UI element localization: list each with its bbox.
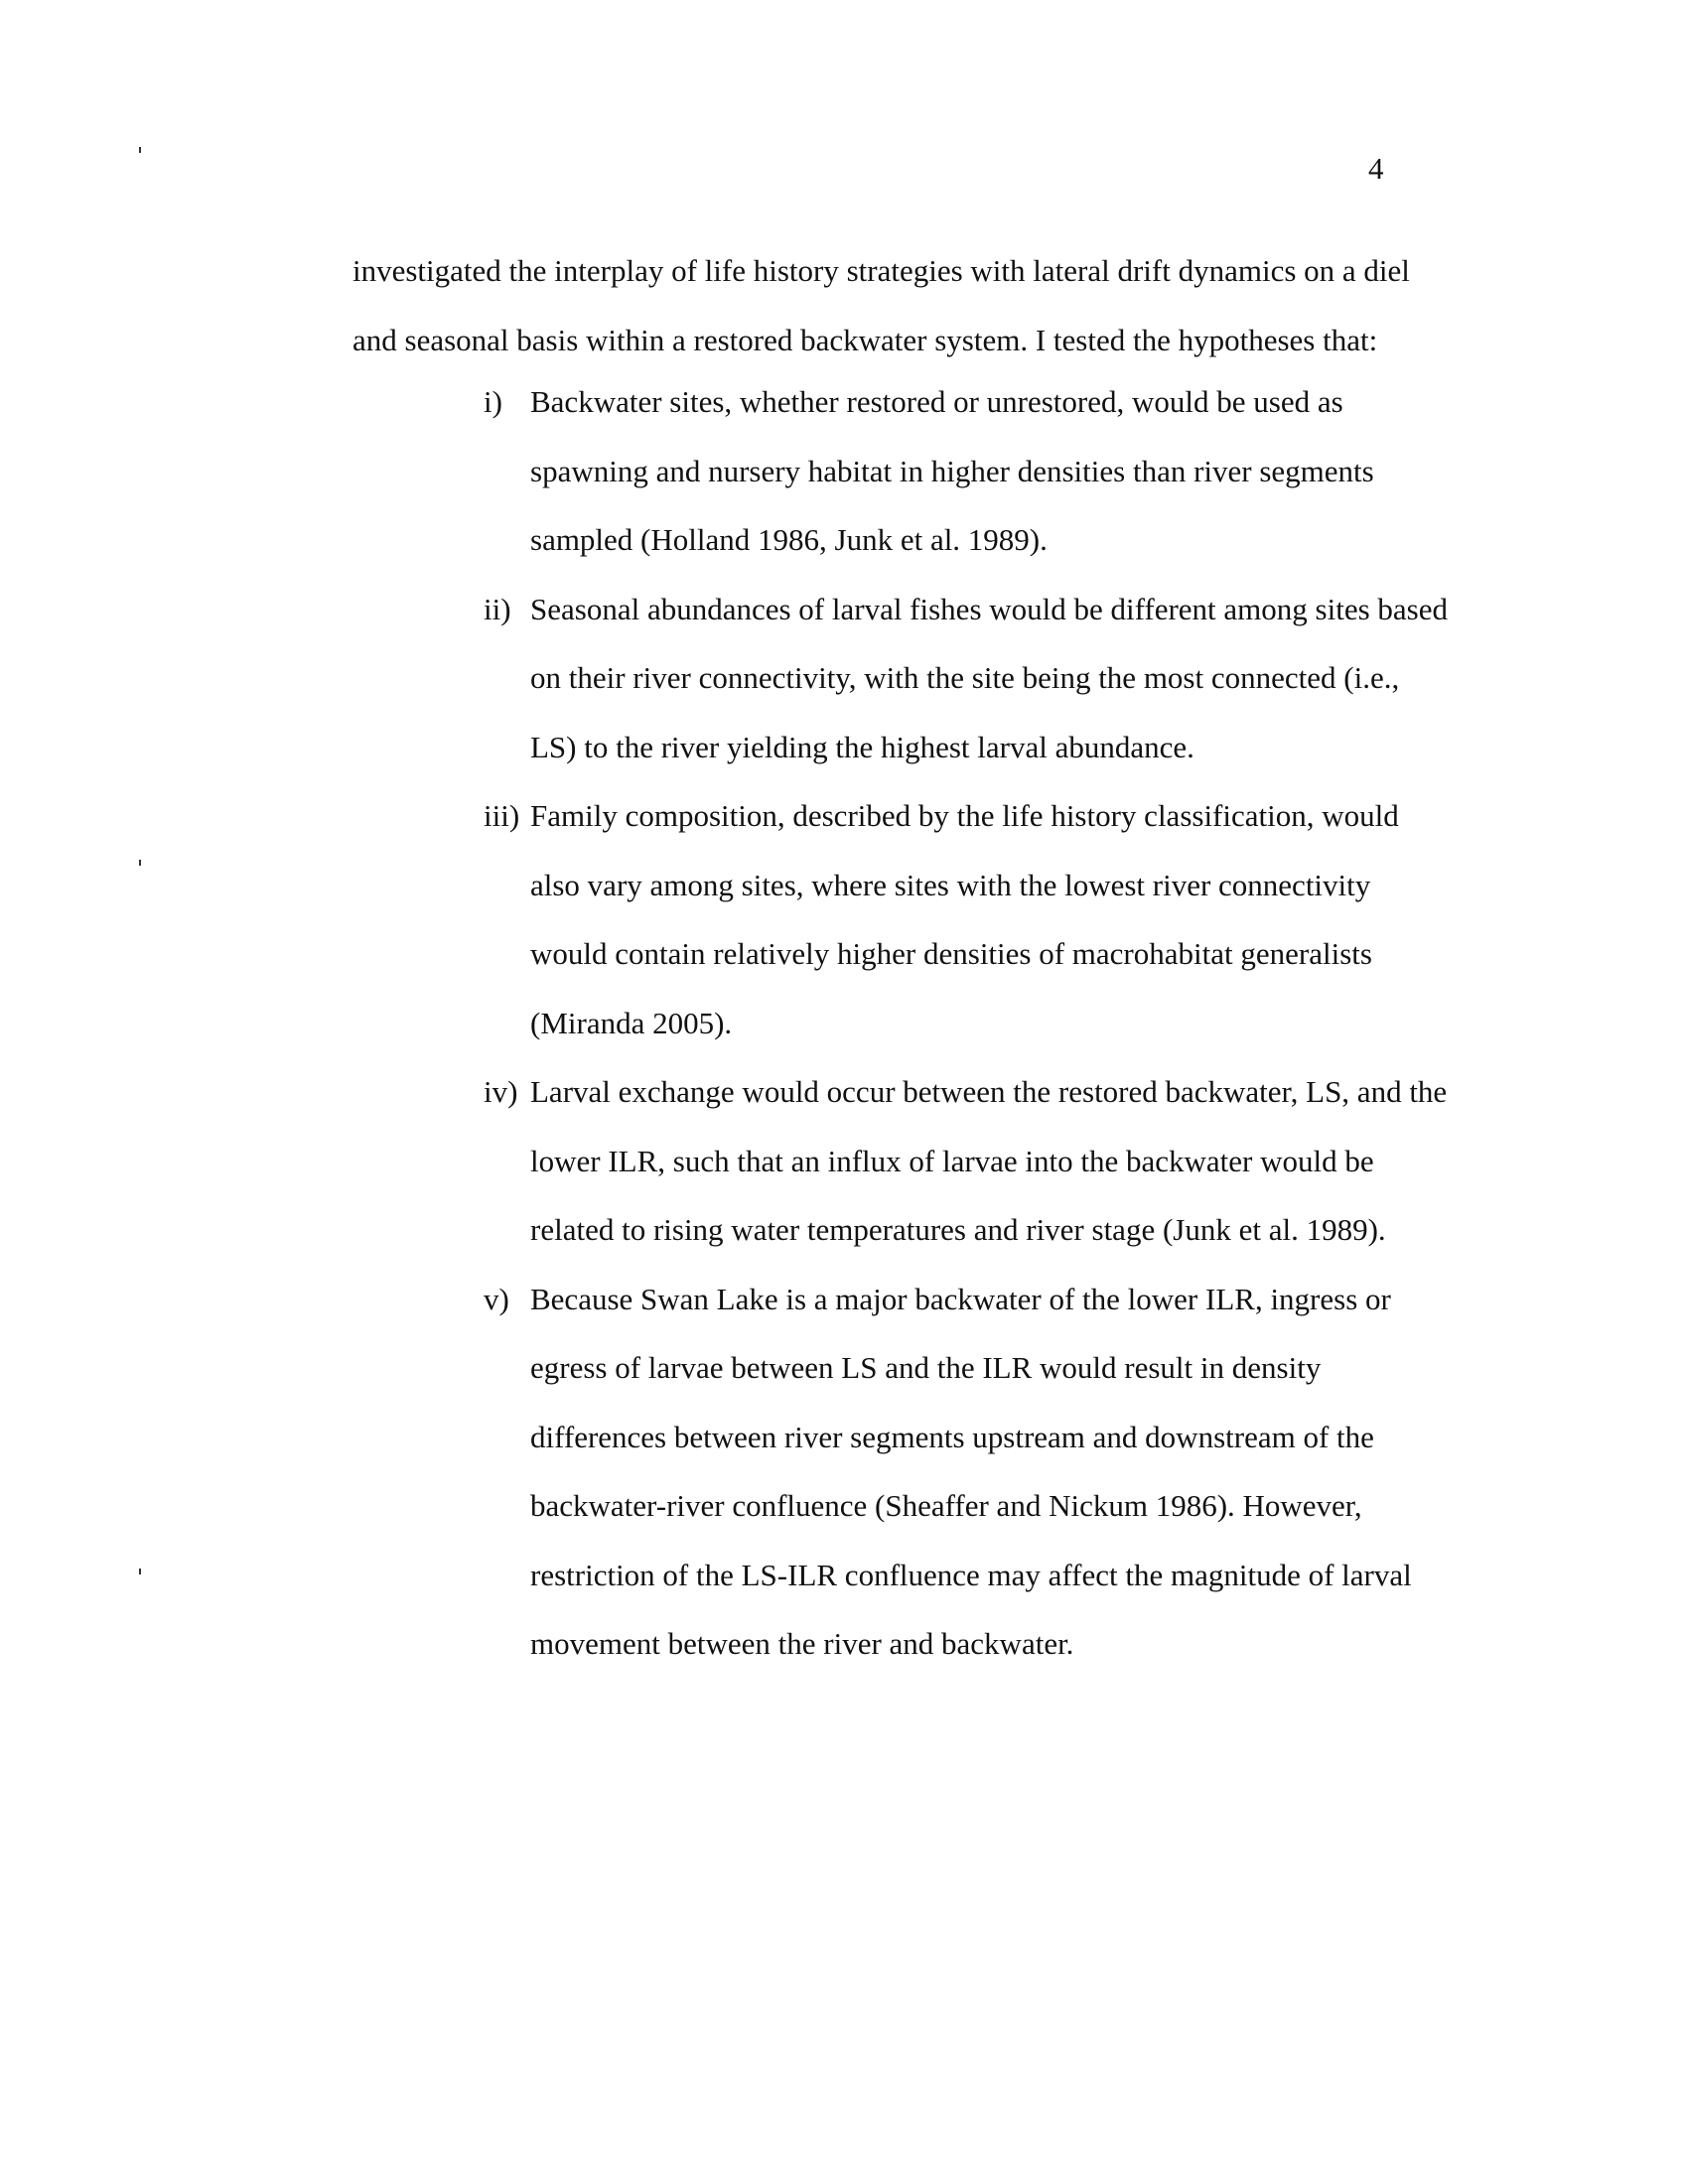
hypothesis-line: differences between river segments upstream and downstream of the [530, 1419, 1374, 1454]
hypothesis-number: iv) [484, 1074, 518, 1109]
hypothesis-line: Because Swan Lake is a major backwater of the lower ILR, ingress or [530, 1281, 1391, 1316]
hypothesis-line: Backwater sites, whether restored or unrestored, would be used as [530, 384, 1343, 419]
hypothesis-line: lower ILR, such that an influx of larvae into the backwater would be [530, 1143, 1374, 1178]
hypothesis-number: iii) [484, 798, 520, 833]
hypothesis-item [484, 575, 1447, 782]
hypothesis-item [484, 1265, 1447, 1679]
hypothesis-line: Family composition, described by the life history classification, would [530, 798, 1399, 833]
hypothesis-line: would contain relatively higher densities of macrohabitat generalists [530, 936, 1372, 971]
hypothesis-line: (Miranda 2005). [530, 1005, 733, 1040]
hypothesis-line: backwater-river confluence (Sheaffer and Nickum 1986). However, [530, 1488, 1362, 1523]
scan-mark [139, 860, 141, 866]
hypothesis-number: v) [484, 1281, 509, 1316]
hypothesis-number: ii) [484, 591, 511, 626]
hypothesis-line: Larval exchange would occur between the restored backwater, LS, and the [530, 1074, 1448, 1109]
intro-paragraph [352, 236, 1445, 374]
hypothesis-line: Seasonal abundances of larval fishes would be different among sites based [530, 591, 1448, 626]
hypothesis-line: sampled (Holland 1986, Junk et al. 1989). [530, 522, 1048, 557]
scan-mark [139, 147, 141, 153]
hypothesis-line: egress of larvae between LS and the ILR would result in density [530, 1350, 1322, 1385]
hypothesis-line: related to rising water temperatures and river stage (Junk et al. 1989). [530, 1212, 1386, 1247]
page-number: 4 [1368, 151, 1384, 186]
hypothesis-number: i) [484, 384, 502, 419]
hypothesis-item [484, 781, 1447, 1057]
intro-line: and seasonal basis within a restored backwater system. I tested the hypotheses that: [352, 322, 1378, 357]
hypothesis-line: movement between the river and backwater. [530, 1626, 1074, 1661]
hypothesis-line: LS) to the river yielding the highest larval abundance. [530, 729, 1194, 764]
hypotheses-list [484, 367, 1447, 1679]
hypothesis-line: spawning and nursery habitat in higher densities than river segments [530, 453, 1374, 488]
hypothesis-line: also vary among sites, where sites with the lowest river connectivity [530, 867, 1371, 902]
hypothesis-item [484, 367, 1447, 575]
scan-mark [139, 1569, 141, 1574]
intro-line: investigated the interplay of life history strategies with lateral drift dynamics on a diel [352, 253, 1410, 288]
hypothesis-item [484, 1057, 1447, 1265]
hypothesis-line: restriction of the LS-ILR confluence may affect the magnitude of larval [530, 1557, 1412, 1592]
hypothesis-line: on their river connectivity, with the site being the most connected (i.e., [530, 660, 1400, 695]
